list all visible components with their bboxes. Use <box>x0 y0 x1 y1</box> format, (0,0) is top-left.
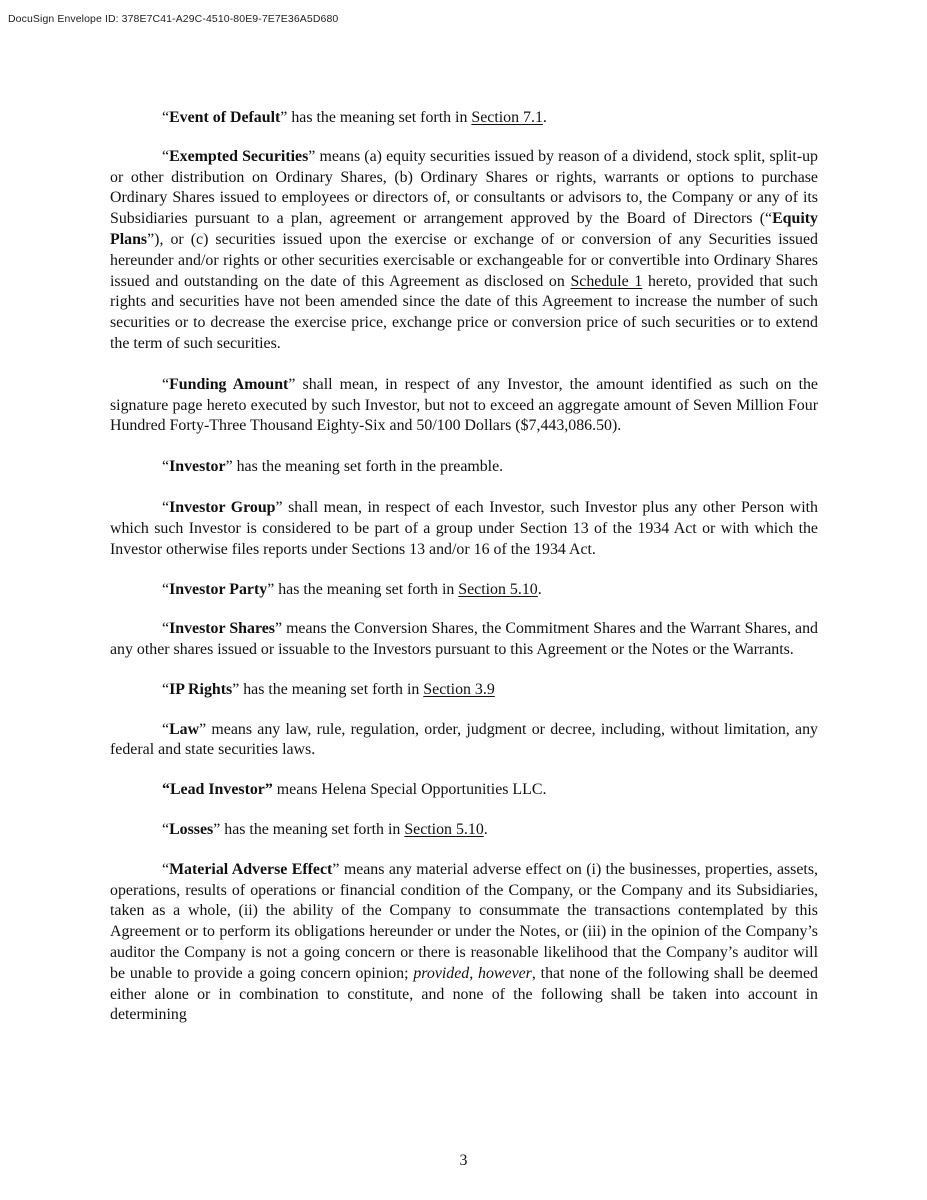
definition-funding-amount <box>110 375 818 437</box>
definition-investor-group <box>110 498 818 560</box>
close-quote: ” <box>199 720 207 738</box>
definition-text: hereto, provided that such rights and securities have not been amended since the date of this Agreement to increase the number of such securities or to decrease the exercise price, exchange price or conversion price of such securities or to extend the term of such securities. <box>110 272 818 352</box>
defined-term: Event of Default <box>169 109 281 126</box>
open-quote: “ <box>162 781 170 799</box>
definition-text: has the meaning set forth in the preamble. <box>232 458 504 476</box>
close-quote: ” <box>308 147 316 165</box>
open-quote: “ <box>162 860 170 878</box>
section-reference-link[interactable]: Section 7.1 <box>471 109 543 126</box>
definition-law <box>110 720 818 762</box>
section-reference-link[interactable]: Section 5.10 <box>404 820 484 838</box>
defined-term: Law <box>169 720 200 738</box>
definition-material-adverse-effect <box>110 860 818 1026</box>
defined-term: Material Adverse Effect <box>169 860 333 878</box>
close-quote: ” <box>213 820 221 838</box>
defined-term: Losses <box>169 820 214 838</box>
definition-text: has the meaning set forth in <box>239 680 424 698</box>
defined-term-equity-plans: Equity Plans <box>110 210 818 248</box>
close-quote: ” <box>267 581 275 599</box>
open-quote: “ <box>162 109 170 126</box>
definition-investor <box>110 457 818 478</box>
close-quote: ” <box>274 620 283 638</box>
definition-event-of-default <box>110 108 818 129</box>
defined-term: Investor Shares <box>169 620 275 638</box>
envelope-label: DocuSign Envelope ID: <box>8 13 119 25</box>
defined-term: Lead Investor <box>169 781 265 799</box>
close-quote: ” <box>332 860 340 878</box>
definition-text: has the meaning set forth in <box>287 109 472 126</box>
defined-term: Investor Group <box>169 498 276 516</box>
definition-investor-shares <box>110 619 818 661</box>
document-body <box>110 108 818 1026</box>
defined-term: Funding Amount <box>169 375 289 393</box>
proviso-italic: provided, however <box>413 964 532 982</box>
close-quote: ” <box>225 458 233 476</box>
definition-text: ”), or (c) securities issued upon the exercise or exchange of or conversion of any Securities issued hereunder and/or rights or other securities exercisable or exchangeable for or convertible into Ordinary Shares issued and outstanding on the date of this Agreement as disclosed on <box>110 230 818 290</box>
definition-text: . <box>537 581 542 599</box>
definition-text: means any material adverse effect on (i) the businesses, properties, assets, operations, results of operations or financial condition of the Company, or the Company and its Subsidiaries, taken as a whole, (ii) the ability of the Company to consummate the transactions contemplated by this Agreement or to perform its obligations hereunder or under the Notes, or (iii) in the opinion of the Company’s auditor the Company is not a going concern or there is reasonable likelihood that the Company’s auditor will be unable to provide a going concern opinion; <box>110 860 818 982</box>
close-quote: ” <box>280 109 288 126</box>
page-number: 3 <box>459 1152 468 1169</box>
close-quote: ” <box>232 680 240 698</box>
definition-lead-investor <box>110 780 818 801</box>
definition-investor-party <box>110 580 818 601</box>
open-quote: “ <box>162 620 170 638</box>
schedule-reference-link[interactable]: Schedule 1 <box>570 272 643 290</box>
close-quote: ” <box>275 498 283 516</box>
open-quote: “ <box>162 820 170 838</box>
definition-losses <box>110 820 818 841</box>
definition-text: has the meaning set forth in <box>274 581 459 599</box>
open-quote: “ <box>162 498 170 516</box>
definition-text: shall mean, in respect of any Investor, the amount identified as such on the signature page hereto executed by such Investor, but not to exceed an aggregate amount of Seven Million Four Hundred Forty-Three Thousand Eighty-Six and 50/100 Dollars ($7,443,086.50). <box>110 375 818 435</box>
definition-exempted-securities <box>110 147 818 355</box>
section-reference-link[interactable]: Section 3.9 <box>423 680 495 698</box>
definition-text: . <box>542 109 547 126</box>
definition-text: means any law, rule, regulation, order, judgment or decree, including, without limitation, any federal and state securities laws. <box>110 720 818 759</box>
definition-text: has the meaning set forth in <box>220 820 405 838</box>
docusign-envelope-header <box>8 13 338 25</box>
open-quote: “ <box>162 720 170 738</box>
close-quote: ” <box>264 781 273 799</box>
definition-text: means (a) equity securities issued by reason of a dividend, stock split, split-up or other distribution on Ordinary Shares, (b) Ordinary Shares or rights, warrants or options to purchase Ordinary Shares issued to employees or directors of, or consultants or advisors to, the Company or any of its Subsidiaries pursuant to a plan, agreement or arrangement approved by the Board of Directors (“ <box>110 147 818 228</box>
open-quote: “ <box>162 375 170 393</box>
defined-term: Investor <box>169 458 226 476</box>
definition-text: , that none of the following shall be deemed either alone or in combination to constitute, and none of the following shall be taken into account in determining <box>110 964 818 1024</box>
section-reference-link[interactable]: Section 5.10 <box>458 581 538 599</box>
envelope-id: 378E7C41-A29C-4510-80E9-7E7E36A5D680 <box>121 13 339 25</box>
defined-term: Investor Party <box>169 581 268 599</box>
open-quote: “ <box>162 458 170 476</box>
defined-term: Exempted Securities <box>169 147 309 165</box>
defined-term: IP Rights <box>169 680 233 698</box>
definition-text: . <box>483 820 488 838</box>
definition-text: shall mean, in respect of each Investor, such Investor plus any other Person with which such Investor is considered to be part of a group under Section 13 of the 1934 Act or with which the Investor otherwise files reports under Sections 13 and/or 16 of the 1934 Act. <box>110 498 818 558</box>
open-quote: “ <box>162 680 170 698</box>
open-quote: “ <box>162 581 170 599</box>
close-quote: ” <box>288 375 296 393</box>
open-quote: “ <box>162 147 170 165</box>
definition-text: means the Conversion Shares, the Commitment Shares and the Warrant Shares, and any other shares issued or issuable to the Investors pursuant to this Agreement or the Notes or the Warrants. <box>110 620 818 658</box>
definition-text: means Helena Special Opportunities LLC. <box>272 781 547 799</box>
definition-ip-rights <box>110 680 818 701</box>
